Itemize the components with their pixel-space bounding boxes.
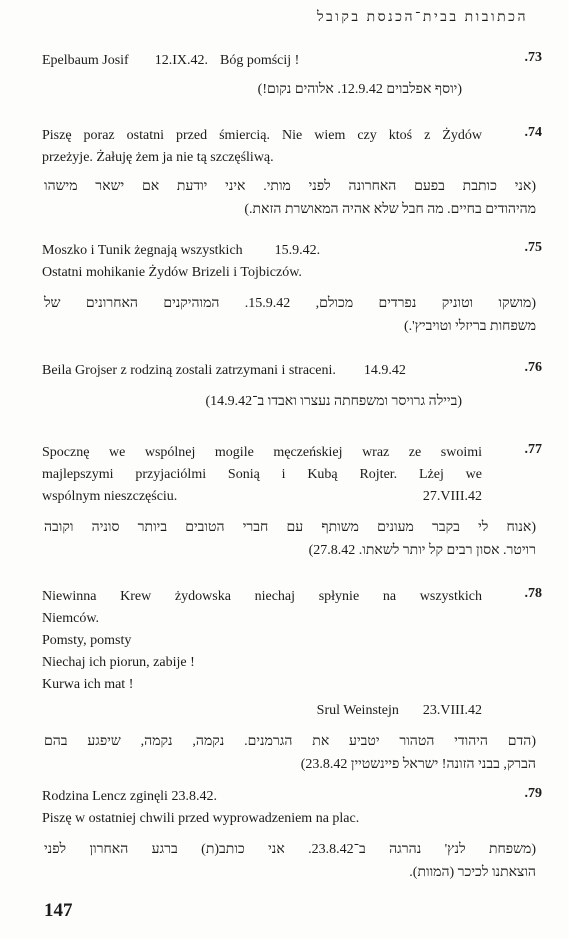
entry-79	[42, 786, 542, 884]
polish-text	[42, 442, 482, 508]
hebrew-line: (יוסף אפלבוים 12.9.42. אלוהים נקום!)	[257, 82, 462, 97]
hebrew-line: (משפחת לנץ' נהרגה ב־23.8.42. אני כותב(ת) ברגע האחרון לפני	[44, 842, 536, 857]
polish-signature-line	[42, 700, 482, 722]
polish-text	[42, 240, 482, 284]
polish-line: Kurwa ich mat !	[42, 677, 134, 692]
hebrew-line: (אנוח לי בקבר מעונים משותף עם חברי הטובים ביותר סוניה וקובה	[44, 520, 536, 535]
polish-line: Niechaj ich piorun, zabije !	[42, 655, 195, 670]
entry-74	[42, 125, 542, 221]
polish-text	[42, 125, 482, 169]
polish-line	[42, 486, 482, 508]
polish-date: 15.9.42.	[274, 243, 321, 258]
polish-line	[42, 240, 482, 262]
polish-line: majlepszymi przyjaciólmi Sonią i Kubą Rojter. Lżej we	[42, 467, 482, 482]
entry-73	[42, 50, 542, 101]
entry-number: .79	[524, 786, 542, 801]
hebrew-line: הוצאתנו לכיכר (המוות).	[409, 865, 536, 880]
polish-line: przeżyje. Żałuję żem ja nie tą szczęśliwą.	[42, 150, 274, 165]
polish-line: Niemców.	[42, 611, 100, 626]
polish-phrase: Bóg pomścij !	[220, 53, 300, 68]
polish-line: Piszę w ostatniej chwili przed wyprowadzeniem na plac.	[42, 811, 360, 826]
hebrew-line: רויטר. אסון רבים קל יותר לשאתו. 27.8.42)	[308, 543, 536, 558]
hebrew-line: משפחות בריזלי וטויביץ'.)	[403, 319, 536, 334]
polish-line	[42, 360, 482, 382]
polish-text	[42, 360, 482, 382]
entry-number: .74	[524, 125, 542, 140]
polish-line: Niewinna Krew żydowska niechaj spłynie na wszystkich	[42, 589, 482, 604]
hebrew-translation	[44, 292, 536, 338]
polish-line: Ostatni mohikanie Żydów Brizeli i Tojbiczów.	[42, 265, 302, 280]
hebrew-translation	[44, 175, 536, 221]
polish-phrase: wspólnym nieszczęściu.	[42, 489, 178, 504]
polish-signature: Srul Weinstejn	[316, 703, 399, 718]
entry-number: .73	[524, 50, 542, 65]
entry-number: .76	[524, 360, 542, 375]
polish-date: 27.VIII.42	[422, 489, 482, 504]
polish-phrase: Beila Grojser z rodziną zostali zatrzymani i straceni.	[42, 363, 336, 378]
polish-text	[42, 50, 482, 72]
page-number: 147	[44, 900, 73, 921]
hebrew-translation	[44, 78, 462, 101]
hebrew-translation	[44, 730, 536, 776]
hebrew-line: (הדם היהודי הטהור יטביע את הגרמנים. נקמה, נקמה, שיפגע בהם	[44, 734, 536, 749]
hebrew-line: מהיהודים בחיים. מה חבל שלא אהיה המאושרת הזאת.)	[244, 202, 536, 217]
polish-name: Epelbaum Josif	[42, 53, 129, 68]
hebrew-translation	[44, 390, 462, 413]
polish-date: 12.IX.42.	[154, 53, 208, 68]
hebrew-translation	[44, 838, 536, 884]
polish-line: Pomsty, pomsty	[42, 633, 132, 648]
running-head: הכתובות בבית־הכנסת בקובל	[316, 10, 528, 25]
hebrew-line: הברק, בבני הזונה! ישראל פיינשטיין 23.8.42)	[300, 757, 536, 772]
polish-line: Rodzina Lencz zginęli 23.8.42.	[42, 789, 217, 804]
entry-number: .77	[524, 442, 542, 457]
entry-77	[42, 442, 542, 562]
polish-date: 14.9.42	[363, 363, 406, 378]
polish-text	[42, 786, 482, 830]
hebrew-line: (ביילה גרויסר ומשפחתה נעצרו ואבדו ב־14.9.42)	[205, 394, 462, 409]
entry-75	[42, 240, 542, 338]
entry-number: .75	[524, 240, 542, 255]
hebrew-line: (אני כותבת בפעם האחרונה לפני מותי. איני יודעת אם ישאר מישהו	[44, 179, 536, 194]
polish-date: 23.VIII.42	[422, 703, 482, 718]
polish-line: Spocznę we wspólnej mogile męczeńskiej wraz ze swoimi	[42, 445, 482, 460]
polish-line: Piszę poraz ostatni przed śmiercią. Nie wiem czy ktoś z Żydów	[42, 128, 482, 143]
hebrew-line: (מושקו וטוניק נפרדים מכולם, 15.9.42. המוהיקנים האחרונים של	[44, 296, 536, 311]
hebrew-translation	[44, 516, 536, 562]
entry-number: .78	[524, 586, 542, 601]
polish-line	[42, 50, 482, 72]
entry-76	[42, 360, 542, 413]
entry-78	[42, 586, 542, 776]
polish-text	[42, 586, 482, 722]
polish-phrase: Moszko i Tunik żegnają wszystkich	[42, 243, 243, 258]
